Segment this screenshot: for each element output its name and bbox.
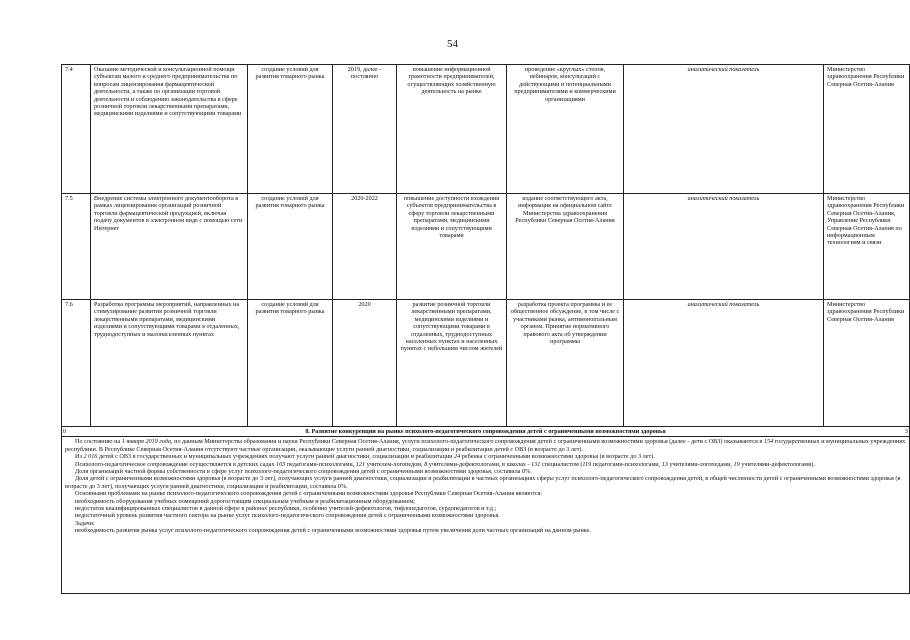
text-run: детей с ОВЗ в государственных и муниципальных учреждениях получают услуги ранней диагностики, социализации и реабилитации	[97, 453, 455, 461]
paragraph: Доля детей с ограниченными возможностями здоровья (в возрасте до 3 лет), получающих услуги ранней диагностики, социализации и реабилитации в частных организациях сферы услуг психолого-педагогического сопровождения детей, в общей численности детей с ограниченными возможностями здоровья (в возрасте до 3 лет), получающих услуги ранней диагностики, социализации и реабилитации, составила 0%.	[65, 475, 901, 490]
text-run: специалистом (	[540, 460, 583, 468]
text-run: по данным Министерства образования и науки Республики Северная Осетия-Алания, услуги психолого-педагогического сопровождения детей с ограниченными возможностями здоровья (далее - дети с ОВЗ) оказываются в	[172, 438, 764, 446]
text-run: учителем-логопедом,	[365, 460, 425, 468]
section-left-mark: 0	[63, 428, 67, 435]
text-run: педагогами-психологами,	[285, 460, 356, 468]
paragraph: недостаток квалифицированных специалистов в данной сфере в районах республики, особенно учителей-дефектологов, тифлопедагогов, сурдопедагогов и т.д.;	[75, 505, 497, 513]
text-run: 24	[454, 453, 461, 461]
section-title-cell	[62, 427, 910, 437]
text-run: учителями-логопедами,	[667, 460, 734, 468]
indicator-cell	[624, 300, 824, 427]
expected-result: развитие розничной торговли лекарственными препаратами, медицинскими изделиями и сопутствующими товарами в отдаленных, труднодоступных населенных пунктах и населенных пунктах с небольшим числом жителей	[397, 300, 507, 427]
measure-goal: создание условий для развития товарного рынка	[248, 300, 333, 427]
paragraph	[65, 453, 906, 460]
paragraph	[65, 438, 906, 453]
section-right-mark: 3	[904, 428, 908, 435]
text-run: 19	[733, 460, 740, 468]
expected-result: повышение доступности вхождения субъектов предпринимательства в сферу торговли лекарственными препаратами, медицинскими изделиями и сопутствующими товарами	[397, 194, 507, 300]
paragraph: недостаточный уровень развития частного сектора на рынке услуг психолого-педагогического сопровождения детей с ограниченными возможностями здоровья.	[75, 512, 500, 520]
indicator-cell	[624, 65, 824, 194]
text-run: 1 января 2019 года,	[121, 438, 173, 446]
text-run: ребенка с ограниченными возможностями здоровья (в возрасте до 3 лет).	[460, 453, 655, 461]
paragraph: Задачи:	[75, 519, 95, 527]
paragraph: Основными проблемами на рынке психолого-педагогического сопровождения детей с ограниченными возможностями здоровья Республики Северная Осетия-Алания являются:	[75, 490, 543, 498]
paragraph	[65, 461, 906, 468]
measure-name: Разработка программы мероприятий, направленных на стимулирование развития розничной торговли лекарственными препаратами, медицинскими изделиями и сопутствующими товарами в отдаленных, труднодоступных и малонаселенных пунктах	[91, 300, 248, 427]
responsible-executor: Министерство здравоохранения Республики Северная Осетия-Алания, Управление Республики Северная Осетия-Алания по информационным технологиям и связи	[824, 194, 910, 300]
text-run: педагогами-психологами,	[591, 460, 662, 468]
text-run: 121	[355, 460, 366, 468]
measure-term: 2020-2022	[333, 194, 397, 300]
row-number: 7.5	[62, 194, 91, 300]
indicator-text: аналитический показатель	[687, 66, 760, 73]
text-run: 119	[582, 460, 592, 468]
indicator-text: аналитический показатель	[687, 195, 760, 202]
result-document: разработка проекта программы и ее общественное обсуждение, в том числе с участниками рынка, антимонопольным органом. Принятие нормативного правового акта об утверждении программы	[507, 300, 624, 427]
text-run: Психолого-педагогическое сопровождение осуществляется в детских садах	[75, 460, 276, 468]
indicator-text: аналитический показатель	[687, 301, 760, 308]
measures-table	[61, 64, 910, 594]
indicator-cell	[624, 194, 824, 300]
text-run: 131	[531, 460, 541, 468]
section-text-row	[62, 437, 910, 594]
section-title: 8. Развитие конкуренции на рынке психолого-педагогического сопровождения детей с ограниченными возможностями здоровья	[305, 428, 666, 435]
section-header-row	[62, 427, 910, 437]
row-number: 7.6	[62, 300, 91, 427]
row-number: 7.4	[62, 65, 91, 194]
page-number: 54	[447, 38, 458, 50]
text-run: 8	[424, 460, 428, 468]
result-document: проведение «круглых» столов, вебинаров, консультаций с действующими и потенциальными предпринимателями и коммерческими организациями	[507, 65, 624, 194]
text-run: 2 016	[83, 453, 98, 461]
measure-goal: создание условий для развития товарного рынка	[248, 65, 333, 194]
responsible-executor: Министерство здравоохранения Республики Северная Осетия-Алания	[824, 300, 910, 427]
paragraph: необходимость развития рынка услуг психолого-педагогического сопровождения детей с ограниченными возможностями здоровья путем увеличения доли частных организаций на данном рынке.	[75, 527, 591, 535]
measure-name: Оказание методической и консультационной помощи субъектам малого и среднего предпринимательства по вопросам лицензирования фармацевтической деятельности, а также по организации торговой деятельности и соблюдению законодательства в сфере розничной торговли лекарственными препаратами, медицинскими изделиями и сопутствующими товарами	[91, 65, 248, 194]
text-run: учителями-дефектологами, в школах -	[427, 460, 532, 468]
paragraph: необходимость оборудования учебных помещений дорогостоящим специальным учебным и реабилитационным оборудованием;	[75, 497, 415, 505]
measure-name: Внедрение системы электронного документооборота в рамках лицензирования организаций розничной торговли фармацевтической продукцией, включая подачу документов в электронном виде с помощью сети Интернет	[91, 194, 248, 300]
section-text	[62, 437, 910, 594]
measure-term: 2020	[333, 300, 397, 427]
text-run: Из	[75, 453, 84, 461]
table-row	[62, 300, 910, 427]
table-row	[62, 65, 910, 194]
measure-goal: создание условий для развития товарного рынка	[248, 194, 333, 300]
text-run: По состоянию на	[75, 438, 122, 446]
responsible-executor: Министерство здравоохранения Республики Северная Осетия-Алания	[824, 65, 910, 194]
text-run: 13	[661, 460, 668, 468]
result-document: издание соответствующего акта, информация на официальном сайте Министерства здравоохранения Республики Северная Осетия-Алания	[507, 194, 624, 300]
text-run: учителями-дефектологами).	[739, 460, 816, 468]
measure-term: 2019, далее - постоянно	[333, 65, 397, 194]
paragraph: Доля организаций частной формы собственности в сфере услуг психолого-педагогического сопровождения детей с ограниченными возможностями здоровья, составила 0%.	[75, 468, 532, 476]
expected-result: повышение информационной грамотности предпринимателей, осуществляющих хозяйственную деятельность на рынке	[397, 65, 507, 194]
table-row	[62, 194, 910, 300]
text-run: 103	[275, 460, 286, 468]
text-run: государственных и муниципальных учреждениях республики. В Республике Северная Осетия-Алания отсутствуют частные организации, оказывающие услуги ранней диагностики, социализации и реабилитации детей с ОВЗ (в возрасте до 3 лет).	[65, 438, 906, 453]
text-run: 154	[763, 438, 774, 446]
